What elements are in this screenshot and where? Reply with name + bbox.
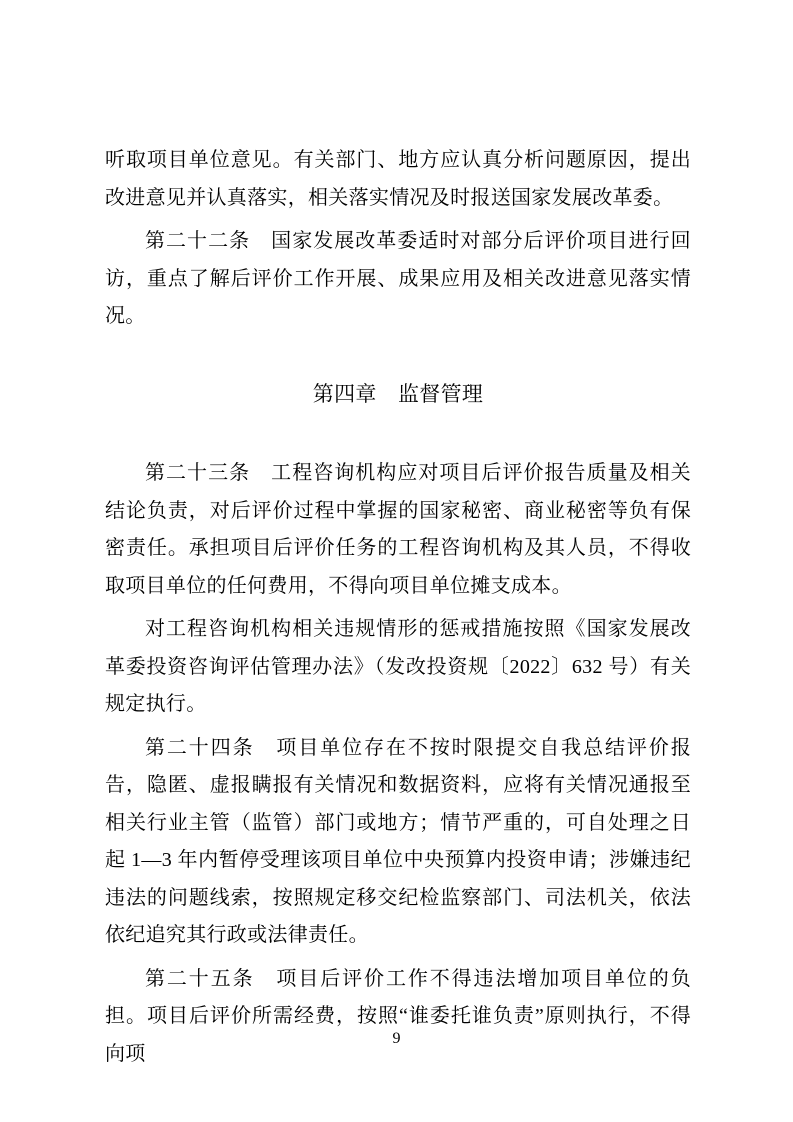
paragraph-article-25: 第二十五条 项目后评价工作不得违法增加项目单位的负担。项目后评价所需经费，按照“谁委托谁负责”原则执行，不得向项 bbox=[105, 967, 691, 1065]
paragraph-article-22: 第二十二条 国家发展改革委适时对部分后评价项目进行回访，重点了解后评价工作开展、成果应用及相关改进意见落实情况。 bbox=[105, 230, 691, 327]
chapter-heading: 第四章 监督管理 bbox=[312, 381, 484, 406]
page-content bbox=[105, 142, 691, 1079]
paragraph-continuation: 听取项目单位意见。有关部门、地方应认真分析问题原因，提出改进意见并认真落实，相关落实情况及时报送国家发展改革委。 bbox=[105, 149, 691, 209]
paragraph-penalty-measures: 对工程咨询机构相关违规情形的惩戒措施按照《国家发展改革委投资咨询评估管理办法》（发改投资规〔2022〕632 号）有关规定执行。 bbox=[105, 618, 691, 715]
page-number: 9 bbox=[392, 1030, 401, 1047]
paragraph-article-24: 第二十四条 项目单位存在不按时限提交自我总结评价报告，隐匿、虚报瞒报有关情况和数据资料，应将有关情况通报至相关行业主管（监管）部门或地方；情节严重的，可自处理之日起 1—3 年内暂停受理该项目单位中央预算内投资申请；涉嫌违纪违法的问题线索，按照规定移交纪检监察部门、司法机关，依法依纪追究其行政或法律责任。 bbox=[105, 736, 691, 946]
paragraph-article-23: 第二十三条 工程咨询机构应对项目后评价报告质量及相关结论负责，对后评价过程中掌握的国家秘密、商业秘密等负有保密责任。承担项目后评价任务的工程咨询机构及其人员，不得收取项目单位的任何费用，不得向项目单位摊支成本。 bbox=[105, 462, 691, 597]
